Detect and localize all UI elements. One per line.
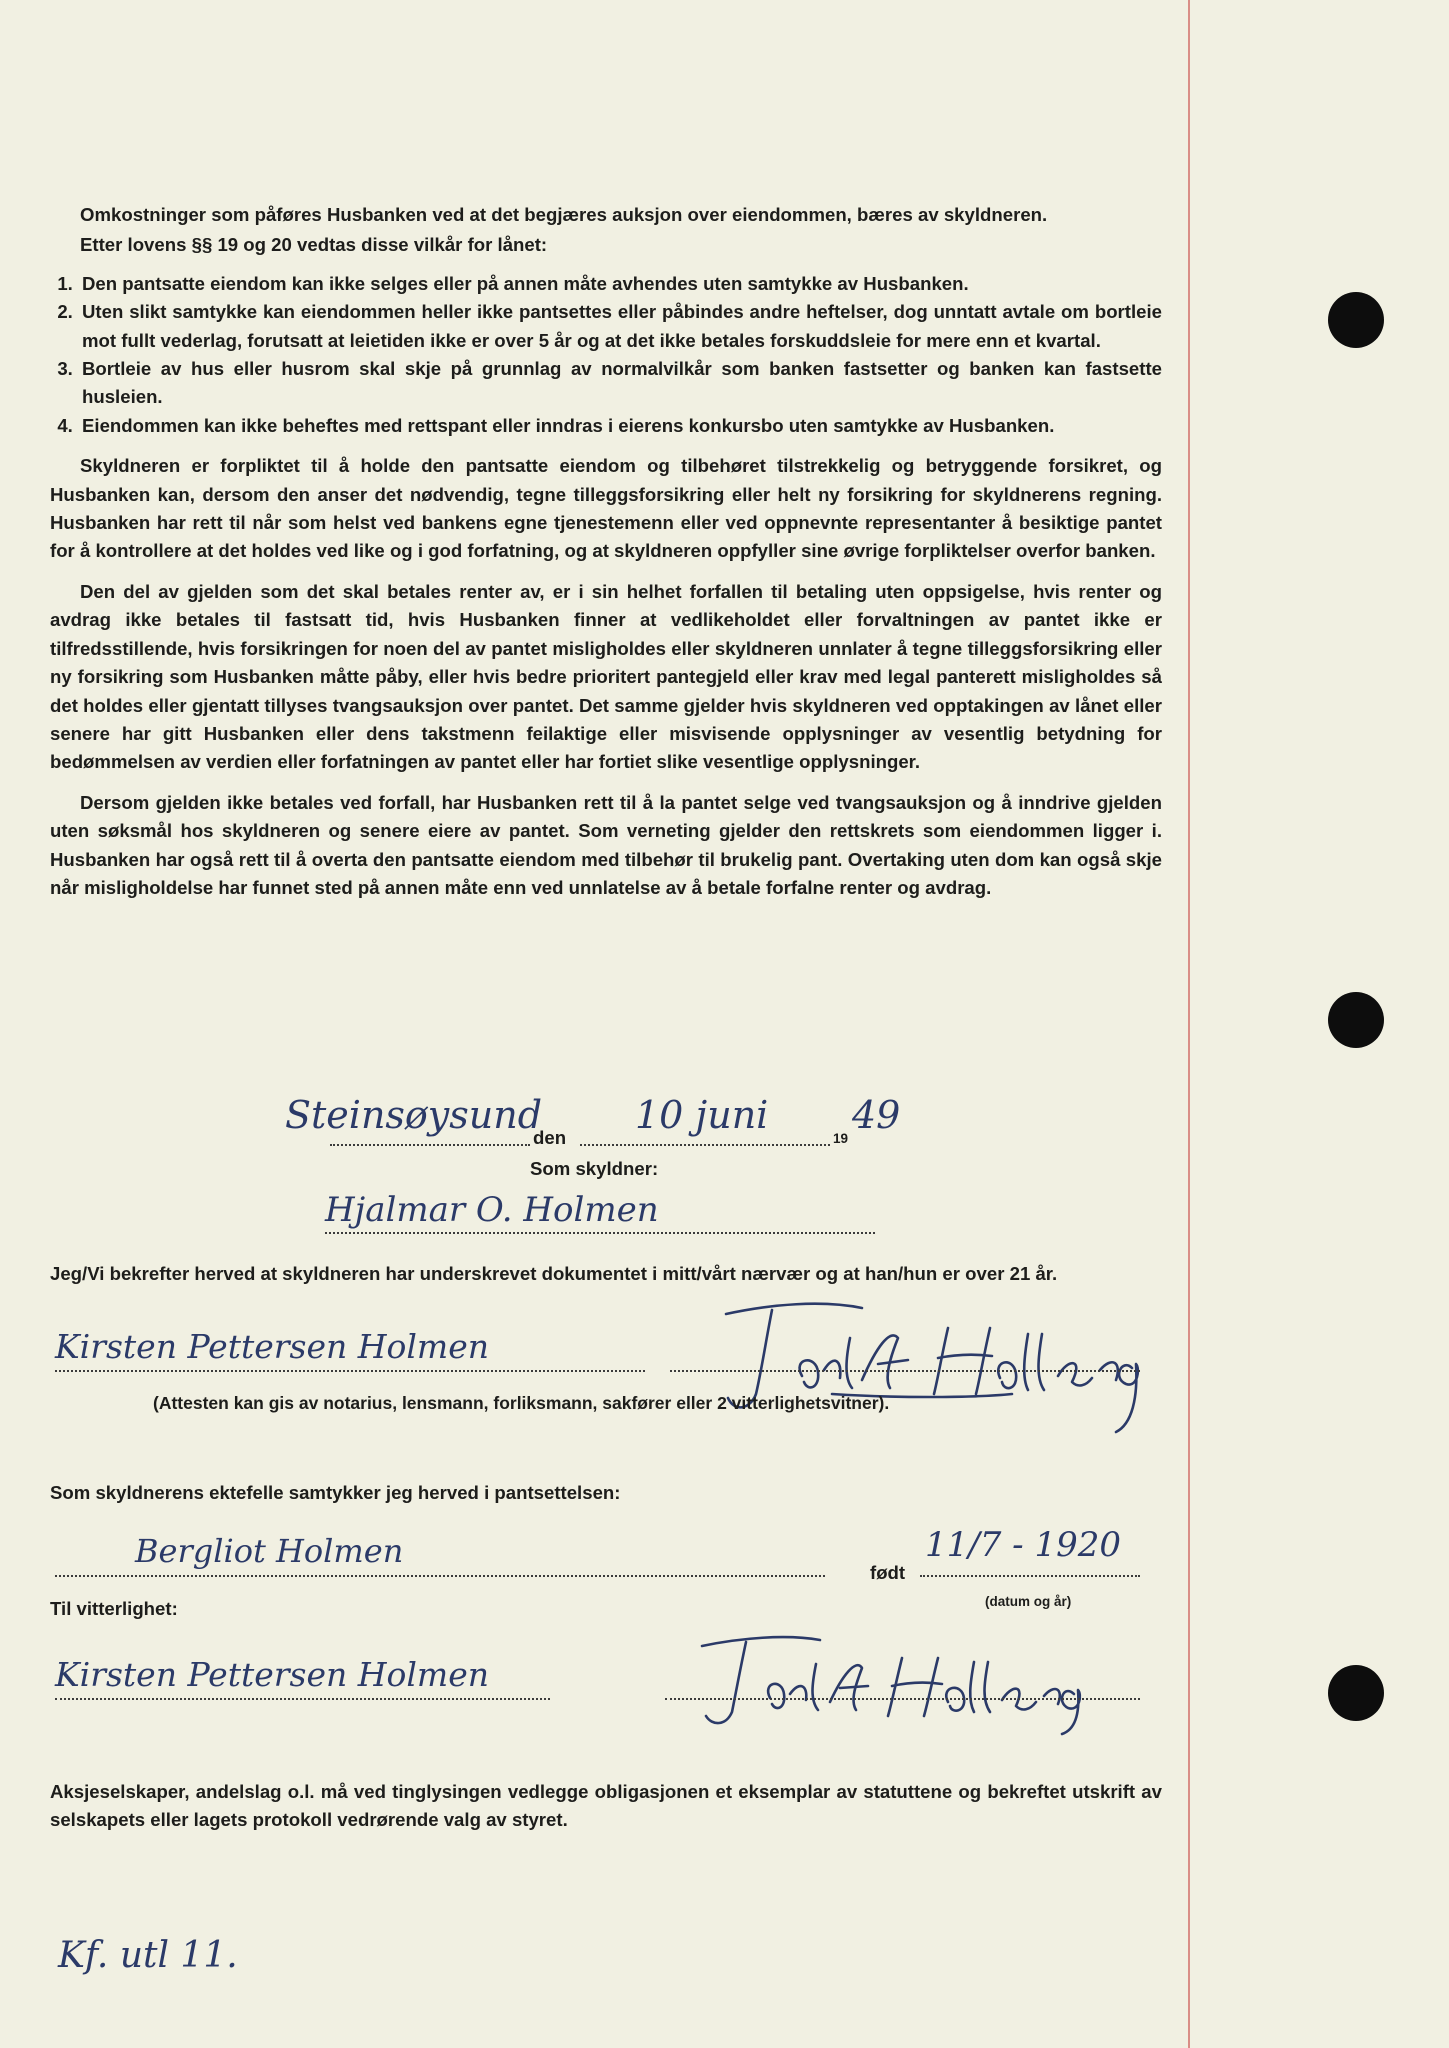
witness-label: Til vitterlighet: [50,1598,178,1619]
debtor-label: Som skyldner: [530,1158,659,1179]
place-dotted-line [330,1144,530,1146]
condition-item: 1. Den pantsatte eiendom kan ikke selges eller på annen måte avhendes uten samtykke av Husbanken. [78,270,1162,298]
debtor-signature: Hjalmar O. Holmen [325,1190,659,1230]
forced-sale-paragraph: Dersom gjelden ikke betales ved forfall, har Husbanken rett til å la pantet selge ved tvangsauksjon og å inndrive gjelden uten søksmål hos skyldneren og senere eiere av pantet. Som verneting gjelder den rettskrets som eiendommen ligger i. Husbanken har også rett til å overta den pantsatte eiendom med tilbehør til brukelig pant. Overtaking uten dom kan også skje når misligholdelse har funnet sted på annen måte enn ved unnlatelse av å betale forfalne renter og avdrag. [50,791,1162,898]
debtor-dotted-line [325,1232,875,1234]
margin-rule [1188,0,1190,2048]
year-handwritten: 49 [852,1093,901,1137]
costs-paragraph: Omkostninger som påføres Husbanken ved at det begjæres auksjon over eiendommen, bæres av skyldneren. [80,204,1048,225]
punch-hole [1328,292,1384,348]
attest-statement: Jeg/Vi bekrefter herved at skyldneren har underskrevet dokumentet i mitt/vårt nærvær og at han/hun er over 21 år. [50,1263,1058,1284]
spouse-witness1-signature: Kirsten Pettersen Holmen [55,1655,490,1694]
born-dotted-line [920,1575,1140,1577]
born-handwritten: 11/7 - 1920 [925,1525,1121,1565]
default-paragraph: Den del av gjelden som det skal betales renter av, er i sin helhet forfallen til betaling uten oppsigelse, hvis renter og avdrag ikke betales til fastsatt tid, hvis Husbanken finner at vedlikeholdet eller forvaltningen av pantet ikke er tilfredsstillende, hvis forsikringen for noen del av pantet misligholdes eller skyldneren unnlater å tegne tilleggsforsikring eller ny forsikring som Husbanken måtte påby, eller hvis bedre prioritert pantegjeld eller krav med legal panterett misligholdes så det holdes eller gjentatt tillyses tvangsauksjon over pantet. Det samme gjelder hvis skyldneren ved opptakingen av lånet eller senere har gitt Husbanken eller dens takstmenn feilaktige eller misvisende opplysninger av vesentlig betydning for bedømmelsen av verdien eller forfatningen av pantet eller har fortiet slike vesentlige opplysninger. [50,580,1162,773]
witness1-signature: Kirsten Pettersen Holmen [55,1327,490,1366]
insurance-paragraph: Skyldneren er forpliktet til å holde den pantsatte eiendom og tilbehøret tilstrekkelig og betryggende forsikret, og Husbanken kan, dersom den anser det nødvendig, tegne tilleggsforsikring eller helt ny forsikring for skyldnerens regning. Husbanken har rett til når som helst ved bankens egne tjenestemenn eller ved oppnevnte representanter å besiktige pantet for å kontrollere at det holdes ved like og i god forfatning, og at skyldneren oppfyller sine øvrige forpliktelser overfor banken. [50,455,1162,562]
witness1-dotted-line [55,1370,645,1372]
spouse-dotted-line [55,1575,825,1577]
company-note: Aksjeselskaper, andelslag o.l. må ved tinglysingen vedlegge obligasjonen et eksemplar av statuttene og bekreftet utskrift av selskapets eller lagets protokoll vedrørende valg av styret. [50,1781,1162,1831]
den-label: den [533,1127,567,1148]
spouse-witness2-dotted-line [665,1698,1140,1700]
date-dotted-line [580,1144,830,1146]
condition-item: 2. Uten slikt samtykke kan eiendommen heller ikke pantsettes eller påbindes andre heftelser, dog unntatt avtale om bortleie mot fullt vederlag, forutsatt at leietiden ikke er over 5 år og at det ikke betales forskuddsleie for mere enn et kvartal. [78,298,1162,355]
attest-note: (Attesten kan gis av notarius, lensmann, forliksmann, sakfører eller 2 vitterlighetsvitner). [153,1393,890,1413]
condition-item: 3. Bortleie av hus eller husrom skal skje på grunnlag av normalvilkår som banken fastsetter og banken kan fastsette husleien. [78,355,1162,412]
spouse-signature: Bergliot Holmen [135,1532,404,1570]
place-handwritten: Steinsøysund [285,1093,543,1137]
margin-note: Kf. utl 11. [58,1935,238,1976]
born-hint: (datum og år) [985,1594,1072,1609]
punch-hole [1328,992,1384,1048]
spouse-witness1-dotted-line [55,1698,550,1700]
born-label: født [870,1562,906,1583]
punch-hole [1328,1665,1384,1721]
witness2-signature [712,1298,1162,1438]
conditions-list [50,270,1162,440]
conditions-intro: Etter lovens §§ 19 og 20 vedtas disse vilkår for lånet: [80,234,548,256]
spouse-witness2-signature [690,1628,1110,1738]
year-prefix: 19 [833,1131,849,1146]
witness2-dotted-line [670,1370,1140,1372]
printed-terms [50,201,1162,902]
spouse-consent-text: Som skyldnerens ektefelle samtykker jeg herved i pantsettelsen: [50,1482,621,1503]
condition-item: 4. Eiendommen kan ikke beheftes med rettspant eller inndras i eierens konkursbo uten samtykke av Husbanken. [78,412,1162,440]
date-handwritten: 10 juni [635,1093,769,1137]
